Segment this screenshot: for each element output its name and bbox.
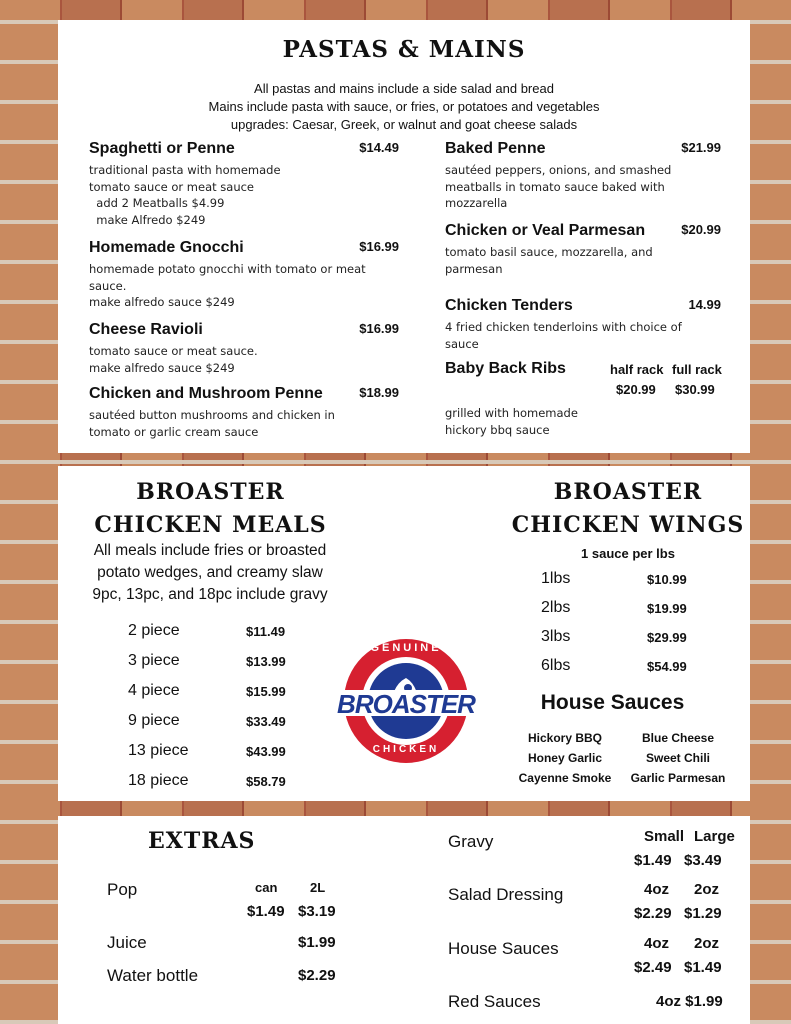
- extras-water-label: Water bottle: [107, 966, 199, 985]
- list-price: $43.99: [246, 744, 286, 759]
- size-label: Large: [694, 828, 735, 845]
- item-description: [89, 261, 399, 311]
- list-price: $13.99: [246, 654, 286, 669]
- sauce-item: Hickory BBQ: [527, 731, 603, 745]
- list-price: $11.49: [246, 624, 286, 639]
- item-price: 14.99: [688, 297, 721, 312]
- desc-line: tomato sauce or meat sauce: [89, 179, 255, 194]
- extras-panel: [58, 816, 750, 1024]
- ribs-half-price: $20.99: [616, 382, 656, 397]
- house-sauces-title: House Sauces: [540, 691, 685, 714]
- extras-pop-label: Pop: [107, 880, 138, 899]
- ribs-full-label: full rack: [672, 362, 722, 377]
- list-label: 3 piece: [128, 652, 180, 669]
- item-name: Chicken or Veal Parmesan: [445, 222, 646, 239]
- sauce-item: Cayenne Smoke: [518, 771, 612, 785]
- desc-line: meatballs in tomato sauce baked with: [445, 179, 665, 194]
- meals-intro: [60, 540, 360, 606]
- size-label: Small: [644, 828, 685, 845]
- desc-line: make alfredo sauce $249: [89, 360, 235, 375]
- size-price: $1.29: [684, 905, 722, 922]
- list-label: 3lbs: [541, 628, 571, 645]
- item-price: $16.99: [359, 321, 399, 336]
- meals-title: [78, 476, 343, 542]
- list-label: 18 piece: [128, 772, 189, 789]
- sauce-item: Sweet Chili: [645, 751, 710, 765]
- sauce-item: Blue Cheese: [641, 731, 715, 745]
- desc-line: sautéed peppers, onions, and smashed: [445, 163, 672, 177]
- broaster-logo: [320, 636, 492, 766]
- size-price: $1.49: [634, 852, 672, 869]
- pastas-mains-panel: [58, 20, 750, 453]
- item-description: [89, 407, 399, 440]
- extras-label: House Sauces: [448, 939, 559, 958]
- list-label: 13 piece: [128, 742, 189, 759]
- pop-can-price: $1.49: [247, 903, 285, 920]
- desc-line: sauce.: [89, 278, 127, 293]
- extras-label: Gravy: [448, 832, 494, 851]
- pop-2l-price: $3.19: [298, 903, 336, 920]
- item-price: $20.99: [681, 222, 721, 237]
- extras-right: [448, 828, 738, 988]
- extras-red-label: Red Sauces: [448, 992, 541, 1011]
- intro-line: All pastas and mains include a side salad and bread: [254, 81, 554, 96]
- list-price: $15.99: [246, 684, 286, 699]
- intro-line: 9pc, 13pc, and 18pc include gravy: [92, 586, 328, 603]
- item-price: $14.49: [359, 140, 399, 155]
- desc-line: make Alfredo $249: [89, 212, 206, 227]
- title-line: CHICKEN WINGS: [511, 512, 745, 538]
- sauce-item: Honey Garlic: [527, 751, 603, 765]
- desc-line: tomato sauce or meat sauce.: [89, 344, 258, 358]
- list-price: $29.99: [647, 630, 687, 645]
- list-label: 2lbs: [541, 599, 571, 616]
- size-label: 4oz: [644, 881, 670, 898]
- intro-line: potato wedges, and creamy slaw: [97, 564, 323, 581]
- item-name: Chicken and Mushroom Penne: [89, 385, 323, 402]
- desc-line: 4 fried chicken tenderloins with choice of: [445, 320, 682, 334]
- desc-line: add 2 Meatballs $4.99: [89, 196, 225, 210]
- desc-line: traditional pasta with homemade: [89, 163, 281, 177]
- section-title: PASTAS & MAINS: [282, 36, 526, 63]
- item-price: $18.99: [359, 385, 399, 400]
- extras-juice-label: Juice: [107, 933, 147, 952]
- item-price: $16.99: [359, 239, 399, 254]
- water-price: $2.29: [298, 967, 336, 984]
- item-name: Chicken Tenders: [445, 297, 573, 314]
- item-description: [445, 319, 731, 352]
- sauce-item: Garlic Parmesan: [630, 771, 726, 785]
- size-label: 2oz: [694, 881, 720, 898]
- desc-line: tomato or garlic cream sauce: [89, 424, 259, 439]
- list-price: $33.49: [246, 714, 286, 729]
- item-name: Cheese Ravioli: [89, 321, 203, 338]
- size-price: $3.49: [684, 852, 722, 869]
- wings-note: 1 sauce per lbs: [581, 546, 675, 561]
- desc-line: homemade potato gnocchi with tomato or meat: [89, 262, 366, 276]
- item-description: [89, 343, 399, 376]
- desc-line: mozzarella: [445, 196, 508, 210]
- logo-bottom-text: CHICKEN: [372, 744, 440, 755]
- item-description: [445, 405, 721, 438]
- list-price: $19.99: [647, 601, 687, 616]
- logo-top-text: GENUINE: [370, 642, 442, 654]
- list-price: $10.99: [647, 572, 687, 587]
- desc-line: tomato basil sauce, mozzarella, and: [445, 245, 653, 259]
- title-line: BROASTER: [136, 479, 285, 505]
- intro-line: upgrades: Caesar, Greek, or walnut and goat cheese salads: [230, 117, 578, 132]
- list-label: 6lbs: [541, 657, 571, 674]
- list-label: 2 piece: [128, 622, 180, 639]
- size-label: 2oz: [694, 935, 720, 952]
- item-description: [445, 244, 731, 277]
- desc-line: grilled with homemade: [445, 406, 578, 420]
- size-price: $2.29: [634, 905, 672, 922]
- size-price: $2.49: [634, 959, 672, 976]
- pop-can-label: can: [255, 880, 278, 895]
- item-description: [445, 162, 731, 212]
- desc-line: parmesan: [445, 261, 503, 276]
- ribs-full-price: $30.99: [675, 382, 715, 397]
- title-line: BROASTER: [553, 479, 703, 505]
- red-sauces-price: 4oz $1.99: [656, 993, 723, 1010]
- item-price: $21.99: [681, 140, 721, 155]
- sauces-right: [623, 728, 733, 788]
- list-label: 1lbs: [541, 570, 571, 587]
- ribs-half-label: half rack: [610, 362, 664, 377]
- pop-2l-label: 2L: [310, 880, 326, 895]
- item-name: Baby Back Ribs: [445, 360, 566, 377]
- list-label: 9 piece: [128, 712, 180, 729]
- extras-label: Salad Dressing: [448, 885, 564, 904]
- desc-line: sautéed button mushrooms and chicken in: [89, 408, 335, 422]
- pastas-intro: [58, 80, 750, 134]
- list-label: 4 piece: [128, 682, 180, 699]
- title-line: CHICKEN MEALS: [94, 512, 327, 538]
- desc-line: sauce: [445, 336, 479, 351]
- item-name: Baked Penne: [445, 140, 546, 157]
- size-label: 4oz: [644, 935, 670, 952]
- item-description: [89, 162, 399, 228]
- intro-line: All meals include fries or broasted: [93, 542, 327, 559]
- extras-title: EXTRAS: [148, 828, 256, 854]
- logo-main-text: BROASTER: [337, 689, 475, 719]
- list-price: $58.79: [246, 774, 286, 789]
- broaster-panel: [58, 466, 750, 801]
- list-price: $54.99: [647, 659, 687, 674]
- wings-title: [506, 476, 750, 542]
- intro-line: Mains include pasta with sauce, or fries, or potatoes and vegetables: [208, 99, 600, 114]
- item-name: Homemade Gnocchi: [89, 239, 244, 256]
- sauces-left: [510, 728, 620, 788]
- item-name: Spaghetti or Penne: [89, 140, 235, 157]
- desc-line: hickory bbq sauce: [445, 422, 550, 437]
- size-price: $1.49: [684, 959, 722, 976]
- desc-line: make alfredo sauce $249: [89, 295, 235, 309]
- juice-price: $1.99: [298, 934, 336, 951]
